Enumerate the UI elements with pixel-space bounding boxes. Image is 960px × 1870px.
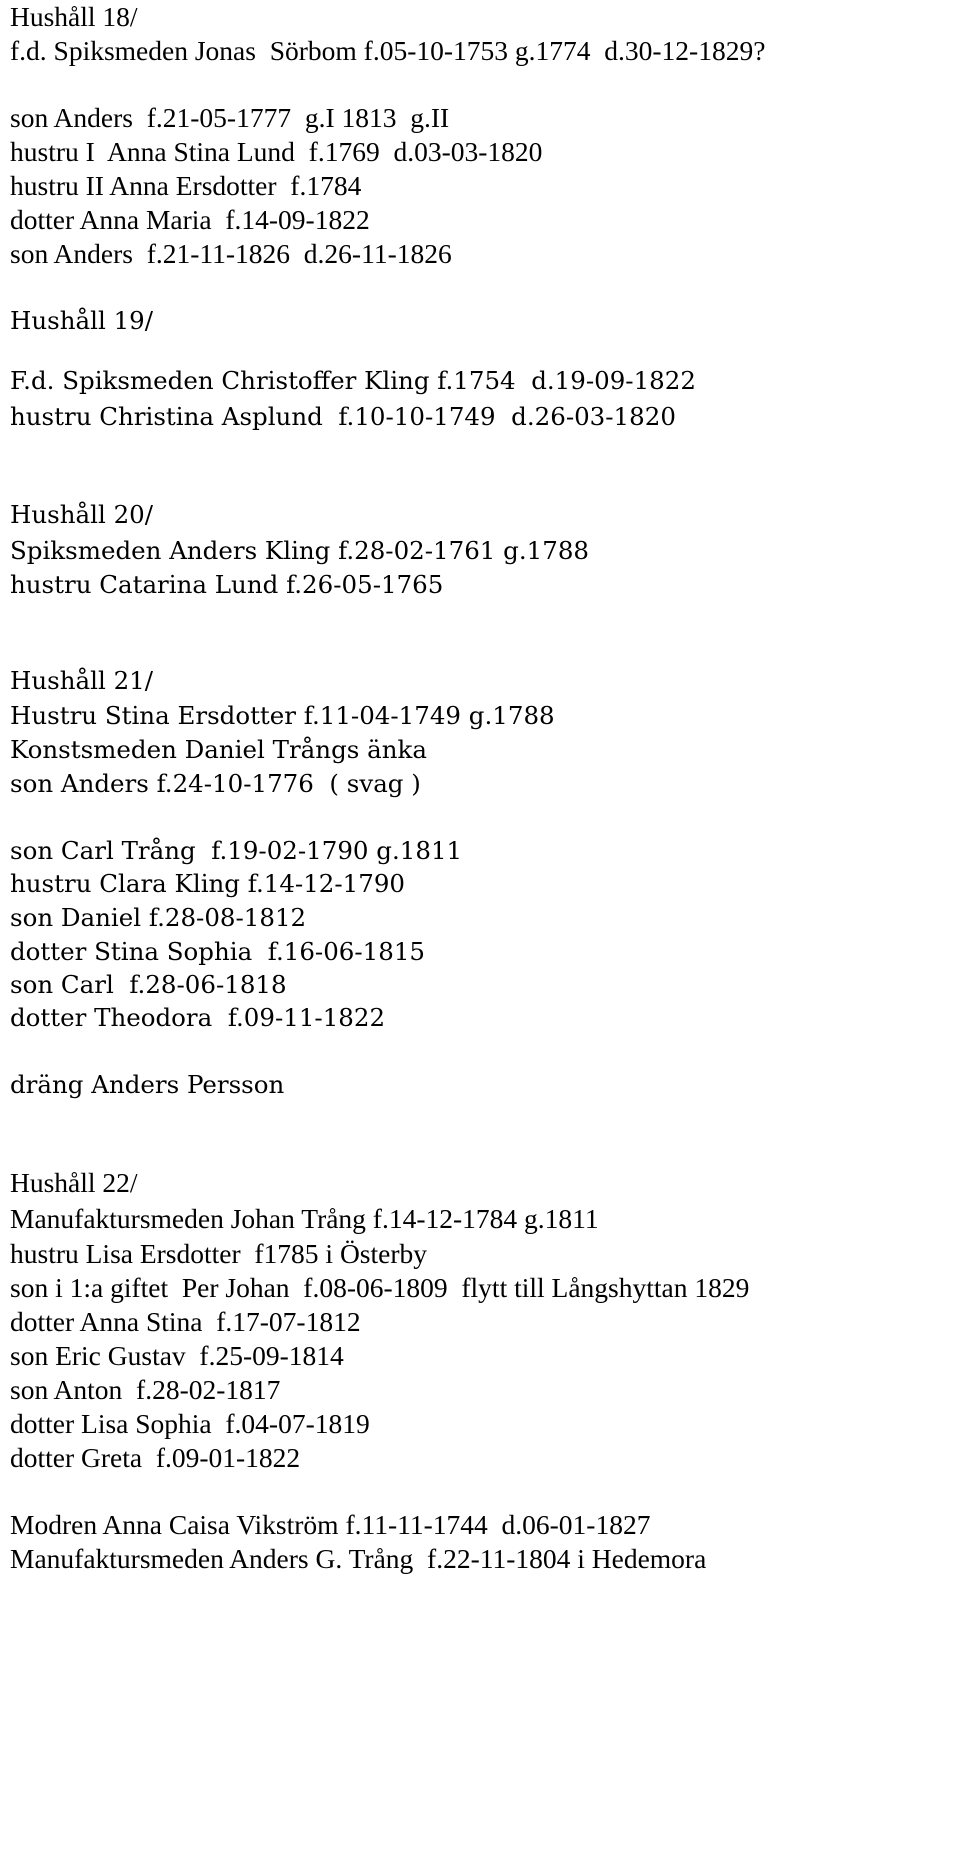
text-line: Spiksmeden Anders Kling f.28-02-1761 g.1788 [10, 536, 590, 565]
text-line: dotter Lisa Sophia f.04-07-1819 [10, 1408, 370, 1439]
text-line: Konstsmeden Daniel Trångs änka [10, 735, 427, 764]
text-line: son Daniel f.28-08-1812 [10, 903, 307, 932]
text-line: dotter Greta f.09-01-1822 [10, 1442, 301, 1473]
text-line: dotter Theodora f.09-11-1822 [10, 1003, 386, 1032]
text-line: hustru Lisa Ersdotter f1785 i Österby [10, 1238, 428, 1269]
text-line: dotter Anna Stina f.17-07-1812 [10, 1306, 361, 1337]
text-line: hustru I Anna Stina Lund f.1769 d.03-03-1820 [10, 136, 543, 167]
text-line: Manufaktursmeden Johan Trång f.14-12-1784 g.1811 [10, 1203, 599, 1234]
text-line: son Eric Gustav f.25-09-1814 [10, 1340, 344, 1371]
text-line: hustru Catarina Lund f.26-05-1765 [10, 570, 444, 599]
household-22-heading: Hushåll 22/ [10, 1167, 138, 1198]
text-line: son Carl f.28-06-1818 [10, 970, 287, 999]
text-line: Hustru Stina Ersdotter f.11-04-1749 g.1788 [10, 701, 555, 730]
text-line: son i 1:a giftet Per Johan f.08-06-1809 flytt till Långshyttan 1829 [10, 1272, 750, 1303]
text-line: son Carl Trång f.19-02-1790 g.1811 [10, 836, 463, 865]
text-line: dotter Stina Sophia f.16-06-1815 [10, 937, 426, 966]
household-18-heading: Hushåll 18/ [10, 1, 138, 32]
text-line: F.d. Spiksmeden Christoffer Kling f.1754 d.19-09-1822 [10, 366, 696, 395]
text-line: son Anton f.28-02-1817 [10, 1374, 281, 1405]
text-line: son Anders f.21-11-1826 d.26-11-1826 [10, 238, 452, 269]
text-line: hustru Christina Asplund f.10-10-1749 d.26-03-1820 [10, 402, 676, 431]
household-20-heading: Hushåll 20/ [10, 500, 153, 529]
text-line: Manufaktursmeden Anders G. Trång f.22-11-1804 i Hedemora [10, 1543, 707, 1574]
text-line: dotter Anna Maria f.14-09-1822 [10, 204, 370, 235]
text-line: hustru II Anna Ersdotter f.1784 [10, 170, 362, 201]
text-line: son Anders f.24-10-1776 ( svag ) [10, 769, 421, 798]
text-line: dräng Anders Persson [10, 1070, 285, 1099]
text-line: f.d. Spiksmeden Jonas Sörbom f.05-10-1753 g.1774 d.30-12-1829? [10, 35, 766, 66]
household-21-heading: Hushåll 21/ [10, 666, 153, 695]
text-line: son Anders f.21-05-1777 g.I 1813 g.II [10, 102, 450, 133]
household-19-heading: Hushåll 19/ [10, 306, 153, 335]
text-line: Modren Anna Caisa Vikström f.11-11-1744 d.06-01-1827 [10, 1509, 651, 1540]
text-line: hustru Clara Kling f.14-12-1790 [10, 869, 406, 898]
